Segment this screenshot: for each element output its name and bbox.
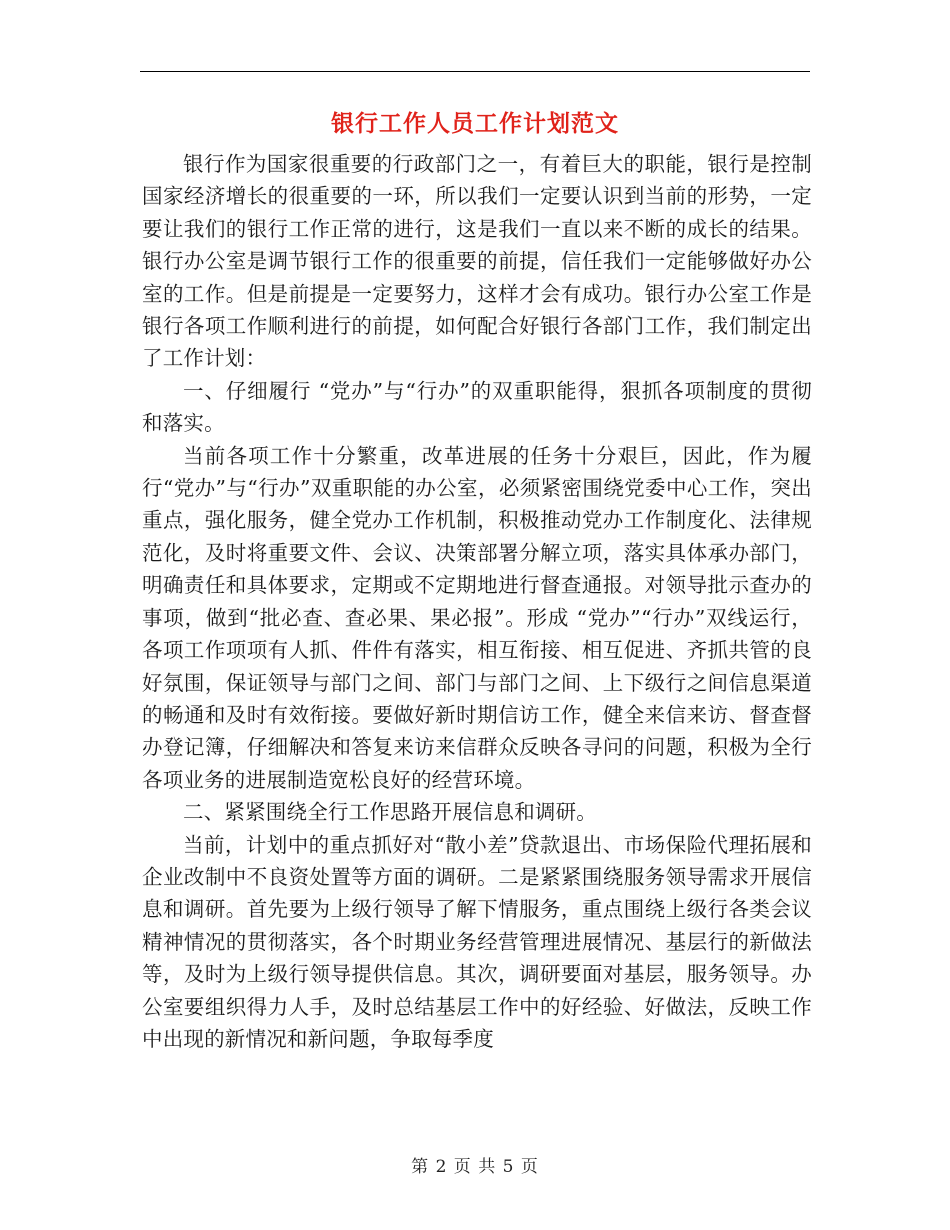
page-number-footer: 第 2 页 共 5 页 bbox=[411, 1157, 539, 1177]
paragraph-section-1: 当前各项工作十分繁重，改革进展的任务十分艰巨，因此，作为履行“党办”与“行办”双重职能的办公室，必须紧密围绕党委中心工作，突出重点，强化服务，健全党办工作机制，积极推动党办工作制度化、法律规范化，及时将重要文件、会议、决策部署分解立项，落实具体承办部门，明确责任和具体要求，定期或不定期地进行督查通报。对领导批示查办的事项，做到“批必查、查必果、果必报”。形成 “党办”“行办”双线运行，各项工作项项有人抓、件件有落实，相互衔接、相互促进、齐抓共管的良好氛围，保证领导与部门之间、部门与部门之间、上下级行之间信息渠道的畅通和及时有效衔接。要做好新时期信访工作，健全来信来访、督查督办登记簿，仔细解决和答复来访来信群众反映各寻问的问题，积极为全行各项业务的进展制造宽松良好的经营环境。 bbox=[142, 443, 812, 792]
document-body bbox=[142, 148, 812, 1055]
header-rule bbox=[140, 71, 810, 72]
paragraph-heading-1: 一、仔细履行 “党办”与“行办”的双重职能得，狠抓各项制度的贯彻和落实。 bbox=[142, 378, 812, 436]
paragraph-section-2: 当前，计划中的重点抓好对“散小差”贷款退出、市场保险代理拓展和企业改制中不良资处置等方面的调研。二是紧紧围绕服务领导需求开展信息和调研。首先要为上级行领导了解下情服务，重点围绕上级行各类会议精神情况的贯彻落实，各个时期业务经营管理进展情况、基层行的新做法等，及时为上级行领导提供信息。其次，调研要面对基层，服务领导。办公室要组织得力人手，及时总结基层工作中的好经验、好做法，反映工作中出现的新情况和新问题，争取每季度 bbox=[142, 832, 812, 1051]
paragraph-intro: 银行作为国家很重要的行政部门之一，有着巨大的职能，银行是控制国家经济增长的很重要的一环，所以我们一定要认识到当前的形势，一定要让我们的银行工作正常的进行，这是我们一直以来不断的成长的结果。银行办公室是调节银行工作的很重要的前提，信任我们一定能够做好办公室的工作。但是前提是一定要努力，这样才会有成功。银行办公室工作是银行各项工作顺利进行的前提，如何配合好银行各部门工作，我们制定出了工作计划： bbox=[142, 152, 812, 371]
document-title: 银行工作人员工作计划范文 bbox=[331, 110, 619, 137]
paragraph-heading-2: 二、紧紧围绕全行工作思路开展信息和调研。 bbox=[183, 800, 597, 825]
